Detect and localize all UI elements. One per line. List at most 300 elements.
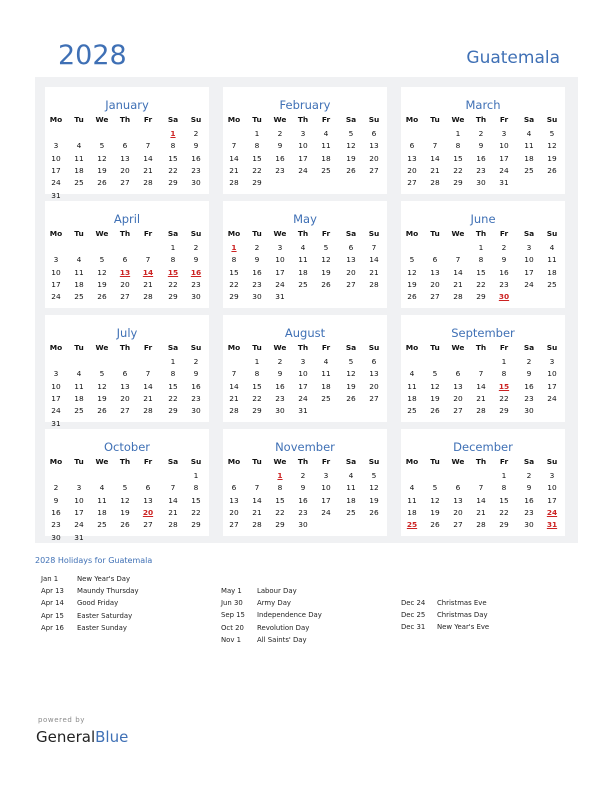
weekday-label: Mo xyxy=(227,457,241,466)
day-cell: 10 xyxy=(51,153,61,163)
day-cell: 19 xyxy=(369,495,379,505)
day-cell: 12 xyxy=(97,267,107,277)
month-name: May xyxy=(293,212,317,226)
day-cell: 16 xyxy=(252,267,262,277)
holiday-row xyxy=(401,597,489,609)
calendar-grid xyxy=(35,77,578,543)
month-name: February xyxy=(279,98,331,112)
day-cell: 3 xyxy=(323,471,329,480)
weekday-label: Fr xyxy=(321,115,331,124)
day-cell: 19 xyxy=(407,279,417,289)
day-cell: 22 xyxy=(191,507,201,517)
day-cell: 21 xyxy=(143,393,153,403)
holiday-row xyxy=(41,610,139,622)
day-cell: 22 xyxy=(476,279,486,289)
day-cell: 10 xyxy=(51,267,61,277)
holiday-row xyxy=(41,597,139,609)
day-cell: 10 xyxy=(298,141,308,151)
weekday-label: Th xyxy=(119,229,131,238)
holiday-name: Labour Day xyxy=(257,587,297,596)
day-cell: 17 xyxy=(547,495,557,505)
month-may xyxy=(223,201,387,308)
weekday-label: Fr xyxy=(499,115,509,124)
weekday-label: We xyxy=(95,229,109,238)
day-cell: 13 xyxy=(430,267,440,277)
day-cell: 15 xyxy=(229,267,239,277)
holiday-row xyxy=(41,573,139,585)
holiday-day: 15 xyxy=(167,267,179,277)
day-cell: 22 xyxy=(499,507,509,517)
day-cell: 18 xyxy=(74,165,84,175)
day-cell: 26 xyxy=(547,165,557,175)
day-cell: 26 xyxy=(346,165,356,175)
holiday-day: 14 xyxy=(142,267,154,277)
day-cell: 6 xyxy=(455,483,461,493)
day-cell: 2 xyxy=(526,471,532,480)
month-february xyxy=(223,87,387,194)
day-cell: 28 xyxy=(143,178,153,188)
holiday-row xyxy=(221,634,322,646)
day-cell: 26 xyxy=(97,292,107,302)
weekday-label: Su xyxy=(190,457,202,466)
day-cell: 12 xyxy=(407,267,417,277)
holiday-date: May 1 xyxy=(221,587,242,596)
country-title: Guatemala xyxy=(466,48,560,68)
weekday-label: Fr xyxy=(143,343,153,352)
day-cell: 4 xyxy=(409,369,415,379)
day-cell: 7 xyxy=(254,483,260,493)
day-cell: 10 xyxy=(74,495,84,505)
day-cell: 20 xyxy=(369,381,379,391)
day-cell: 27 xyxy=(453,520,463,530)
day-cell: 2 xyxy=(254,243,260,252)
day-cell: 17 xyxy=(499,153,509,163)
holiday-day: 1 xyxy=(231,243,237,252)
day-cell: 31 xyxy=(499,178,509,188)
weekday-label: Sa xyxy=(167,115,179,124)
holiday-name: New Year's Day xyxy=(77,575,131,584)
day-cell: 17 xyxy=(275,267,285,277)
day-cell: 10 xyxy=(524,255,534,265)
day-cell: 9 xyxy=(193,255,199,265)
day-cell: 20 xyxy=(407,165,417,175)
weekday-label: Su xyxy=(368,229,380,238)
day-cell: 16 xyxy=(298,495,308,505)
day-cell: 19 xyxy=(97,165,107,175)
day-cell: 27 xyxy=(369,165,379,175)
weekday-label: Fr xyxy=(143,457,153,466)
day-cell: 30 xyxy=(252,292,262,302)
day-cell: 28 xyxy=(229,178,239,188)
day-cell: 24 xyxy=(298,393,308,403)
day-cell: 15 xyxy=(168,381,178,391)
month-name: November xyxy=(275,440,335,454)
weekday-label: Su xyxy=(546,457,558,466)
holiday-date: Oct 20 xyxy=(221,623,244,632)
day-cell: 8 xyxy=(254,369,260,379)
day-cell: 31 xyxy=(51,418,61,428)
day-cell: 22 xyxy=(168,393,178,403)
day-cell: 10 xyxy=(275,255,285,265)
day-cell: 9 xyxy=(300,483,306,493)
day-cell: 5 xyxy=(122,483,128,493)
day-cell: 26 xyxy=(430,520,440,530)
day-cell: 27 xyxy=(120,178,130,188)
weekday-label: We xyxy=(95,115,109,124)
day-cell: 29 xyxy=(168,406,178,416)
weekday-label: Sa xyxy=(167,343,179,352)
holiday-name: Army Day xyxy=(257,599,292,608)
day-cell: 19 xyxy=(430,507,440,517)
month-july xyxy=(45,315,209,428)
day-cell: 20 xyxy=(120,279,130,289)
day-cell: 23 xyxy=(476,165,486,175)
day-cell: 11 xyxy=(524,141,534,151)
weekday-label: Th xyxy=(475,343,487,352)
weekday-label: Mo xyxy=(405,457,419,466)
day-cell: 6 xyxy=(409,141,415,151)
weekday-label: Tu xyxy=(430,457,440,466)
day-cell: 31 xyxy=(74,532,84,542)
day-cell: 18 xyxy=(407,393,417,403)
day-cell: 23 xyxy=(524,507,534,517)
holiday-date: Apr 15 xyxy=(41,611,64,620)
holiday-name: All Saints' Day xyxy=(257,635,307,644)
day-cell: 7 xyxy=(231,369,237,379)
weekday-label: Fr xyxy=(499,343,509,352)
day-cell: 14 xyxy=(430,153,440,163)
day-cell: 5 xyxy=(409,255,415,265)
month-april xyxy=(45,201,209,308)
day-cell: 5 xyxy=(432,369,438,379)
day-cell: 8 xyxy=(501,369,507,379)
holiday-column xyxy=(221,585,322,646)
day-cell: 23 xyxy=(191,393,201,403)
brand-general: General xyxy=(36,728,96,746)
day-cell: 17 xyxy=(298,153,308,163)
day-cell: 22 xyxy=(499,393,509,403)
day-cell: 23 xyxy=(298,507,308,517)
month-september xyxy=(401,315,565,422)
weekday-label: We xyxy=(451,343,465,352)
day-cell: 12 xyxy=(430,381,440,391)
weekday-label: Th xyxy=(475,229,487,238)
day-cell: 6 xyxy=(371,357,377,366)
weekday-label: Tu xyxy=(74,343,84,352)
day-cell: 3 xyxy=(300,357,306,366)
month-name: September xyxy=(451,326,515,340)
day-cell: 19 xyxy=(321,267,331,277)
day-cell: 7 xyxy=(145,141,151,151)
month-june xyxy=(401,201,565,308)
holiday-row xyxy=(401,621,489,633)
weekday-label: We xyxy=(273,457,287,466)
weekday-label: Mo xyxy=(405,115,419,124)
month-october xyxy=(45,429,209,542)
weekday-label: Th xyxy=(119,115,131,124)
holiday-day: 16 xyxy=(190,267,202,277)
day-cell: 12 xyxy=(97,153,107,163)
day-cell: 23 xyxy=(275,393,285,403)
day-cell: 17 xyxy=(51,165,61,175)
day-cell: 5 xyxy=(549,129,555,138)
day-cell: 28 xyxy=(476,520,486,530)
day-cell: 9 xyxy=(193,141,199,151)
day-cell: 6 xyxy=(432,255,438,265)
weekday-label: Tu xyxy=(430,229,440,238)
day-cell: 12 xyxy=(120,495,130,505)
holiday-row xyxy=(221,597,322,609)
day-cell: 26 xyxy=(407,292,417,302)
weekday-label: Mo xyxy=(405,343,419,352)
holiday-date: Jun 30 xyxy=(221,599,243,608)
day-cell: 11 xyxy=(321,369,331,379)
day-cell: 30 xyxy=(191,178,201,188)
holiday-day: 31 xyxy=(546,520,558,530)
weekday-label: Th xyxy=(475,457,487,466)
day-cell: 4 xyxy=(76,255,82,265)
holiday-name: Easter Sunday xyxy=(77,623,127,632)
weekday-label: Su xyxy=(190,229,202,238)
day-cell: 2 xyxy=(526,357,532,366)
day-cell: 29 xyxy=(252,406,262,416)
day-cell: 10 xyxy=(499,141,509,151)
day-cell: 2 xyxy=(300,471,306,480)
day-cell: 21 xyxy=(476,393,486,403)
day-cell: 23 xyxy=(191,279,201,289)
weekday-label: Fr xyxy=(143,229,153,238)
day-cell: 14 xyxy=(252,495,262,505)
day-cell: 9 xyxy=(526,483,532,493)
day-cell: 4 xyxy=(409,483,415,493)
holiday-day: 1 xyxy=(170,129,176,138)
day-cell: 9 xyxy=(501,255,507,265)
day-cell: 28 xyxy=(143,406,153,416)
day-cell: 9 xyxy=(53,495,59,505)
day-cell: 18 xyxy=(74,279,84,289)
day-cell: 24 xyxy=(499,165,509,175)
day-cell: 24 xyxy=(524,279,534,289)
day-cell: 27 xyxy=(120,406,130,416)
day-cell: 28 xyxy=(453,292,463,302)
day-cell: 11 xyxy=(407,381,417,391)
day-cell: 5 xyxy=(323,243,329,252)
day-cell: 23 xyxy=(191,165,201,175)
day-cell: 8 xyxy=(193,483,199,493)
day-cell: 14 xyxy=(229,153,239,163)
day-cell: 12 xyxy=(346,141,356,151)
day-cell: 4 xyxy=(99,483,105,493)
day-cell: 30 xyxy=(191,292,201,302)
day-cell: 13 xyxy=(143,495,153,505)
day-cell: 2 xyxy=(277,129,283,138)
day-cell: 5 xyxy=(99,369,105,379)
day-cell: 14 xyxy=(229,381,239,391)
day-cell: 15 xyxy=(191,495,201,505)
day-cell: 15 xyxy=(168,153,178,163)
day-cell: 11 xyxy=(407,495,417,505)
day-cell: 16 xyxy=(476,153,486,163)
month-name: June xyxy=(470,212,496,226)
day-cell: 3 xyxy=(53,255,59,265)
day-cell: 28 xyxy=(168,520,178,530)
brand-logo[interactable] xyxy=(36,728,128,746)
weekday-label: Fr xyxy=(499,457,509,466)
day-cell: 4 xyxy=(348,471,354,480)
weekday-label: Tu xyxy=(252,115,262,124)
day-cell: 2 xyxy=(501,243,507,252)
day-cell: 29 xyxy=(499,406,509,416)
day-cell: 17 xyxy=(524,267,534,277)
day-cell: 16 xyxy=(275,381,285,391)
weekday-label: Th xyxy=(297,343,309,352)
day-cell: 21 xyxy=(143,279,153,289)
day-cell: 21 xyxy=(229,165,239,175)
weekday-label: Su xyxy=(546,229,558,238)
holiday-row xyxy=(221,622,322,634)
holiday-day: 1 xyxy=(277,471,283,480)
day-cell: 21 xyxy=(168,507,178,517)
day-cell: 17 xyxy=(51,279,61,289)
day-cell: 13 xyxy=(120,381,130,391)
weekday-label: Sa xyxy=(167,457,179,466)
month-name: August xyxy=(284,326,326,340)
holiday-name: New Year's Eve xyxy=(437,623,490,632)
day-cell: 3 xyxy=(549,471,555,480)
day-cell: 20 xyxy=(430,279,440,289)
day-cell: 30 xyxy=(298,520,308,530)
day-cell: 5 xyxy=(348,357,354,366)
day-cell: 16 xyxy=(524,495,534,505)
day-cell: 6 xyxy=(145,483,151,493)
holiday-date: Dec 24 xyxy=(401,599,426,608)
day-cell: 28 xyxy=(252,520,262,530)
day-cell: 13 xyxy=(407,153,417,163)
weekday-label: Fr xyxy=(321,229,331,238)
weekday-label: Su xyxy=(546,115,558,124)
month-march xyxy=(401,87,565,194)
day-cell: 16 xyxy=(275,153,285,163)
day-cell: 24 xyxy=(51,406,61,416)
day-cell: 6 xyxy=(122,141,128,151)
day-cell: 10 xyxy=(51,381,61,391)
day-cell: 8 xyxy=(455,141,461,151)
weekday-label: Su xyxy=(368,115,380,124)
day-cell: 24 xyxy=(51,178,61,188)
day-cell: 28 xyxy=(229,406,239,416)
holiday-name: Christmas Day xyxy=(437,611,488,620)
day-cell: 3 xyxy=(501,129,507,138)
weekday-label: Tu xyxy=(430,343,440,352)
day-cell: 18 xyxy=(407,507,417,517)
holiday-row xyxy=(41,585,139,597)
weekday-label: Tu xyxy=(74,457,84,466)
day-cell: 7 xyxy=(371,243,377,252)
day-cell: 25 xyxy=(74,178,84,188)
day-cell: 6 xyxy=(122,255,128,265)
holiday-column xyxy=(401,597,489,634)
day-cell: 24 xyxy=(547,393,557,403)
day-cell: 19 xyxy=(346,381,356,391)
weekday-label: Tu xyxy=(252,229,262,238)
weekday-label: Fr xyxy=(321,457,331,466)
day-cell: 28 xyxy=(143,292,153,302)
day-cell: 19 xyxy=(547,153,557,163)
weekday-label: Mo xyxy=(405,229,419,238)
day-cell: 3 xyxy=(53,141,59,151)
day-cell: 26 xyxy=(321,279,331,289)
powered-by-text: powered by xyxy=(38,716,86,724)
day-cell: 4 xyxy=(323,357,329,366)
brand-blue: Blue xyxy=(95,728,129,746)
day-cell: 11 xyxy=(97,495,107,505)
day-cell: 17 xyxy=(51,393,61,403)
holiday-day: 13 xyxy=(119,267,131,277)
day-cell: 1 xyxy=(254,129,260,138)
day-cell: 2 xyxy=(478,129,484,138)
month-name: October xyxy=(103,440,151,454)
day-cell: 19 xyxy=(430,393,440,403)
day-cell: 14 xyxy=(143,381,153,391)
day-cell: 30 xyxy=(51,532,61,542)
day-cell: 25 xyxy=(407,406,417,416)
weekday-label: Mo xyxy=(49,343,63,352)
day-cell: 13 xyxy=(453,495,463,505)
day-cell: 6 xyxy=(231,483,237,493)
day-cell: 3 xyxy=(277,243,283,252)
weekday-label: Su xyxy=(368,343,380,352)
day-cell: 22 xyxy=(252,393,262,403)
day-cell: 14 xyxy=(476,381,486,391)
day-cell: 23 xyxy=(51,520,61,530)
day-cell: 29 xyxy=(476,292,486,302)
day-cell: 8 xyxy=(231,255,237,265)
day-cell: 11 xyxy=(298,255,308,265)
day-cell: 15 xyxy=(252,381,262,391)
month-name: April xyxy=(113,212,141,226)
year-title: 2028 xyxy=(58,40,127,71)
day-cell: 16 xyxy=(524,381,534,391)
month-november xyxy=(223,429,387,536)
day-cell: 8 xyxy=(170,369,176,379)
weekday-label: Su xyxy=(190,115,202,124)
weekday-label: Su xyxy=(368,457,380,466)
month-name: March xyxy=(465,98,501,112)
month-name: January xyxy=(105,98,149,112)
weekday-label: Mo xyxy=(49,115,63,124)
day-cell: 1 xyxy=(170,357,176,366)
day-cell: 23 xyxy=(252,279,262,289)
day-cell: 2 xyxy=(193,243,199,252)
holiday-row xyxy=(221,609,322,621)
holiday-date: Apr 14 xyxy=(41,599,64,608)
day-cell: 11 xyxy=(321,141,331,151)
weekday-label: Th xyxy=(297,115,309,124)
day-cell: 17 xyxy=(298,381,308,391)
day-cell: 24 xyxy=(51,292,61,302)
day-cell: 25 xyxy=(321,393,331,403)
day-cell: 7 xyxy=(478,483,484,493)
day-cell: 8 xyxy=(254,141,260,151)
day-cell: 30 xyxy=(476,178,486,188)
weekday-label: Mo xyxy=(227,115,241,124)
weekday-label: Mo xyxy=(49,457,63,466)
day-cell: 14 xyxy=(168,495,178,505)
day-cell: 9 xyxy=(526,369,532,379)
day-cell: 22 xyxy=(453,165,463,175)
weekday-label: Tu xyxy=(252,457,262,466)
day-cell: 30 xyxy=(191,406,201,416)
